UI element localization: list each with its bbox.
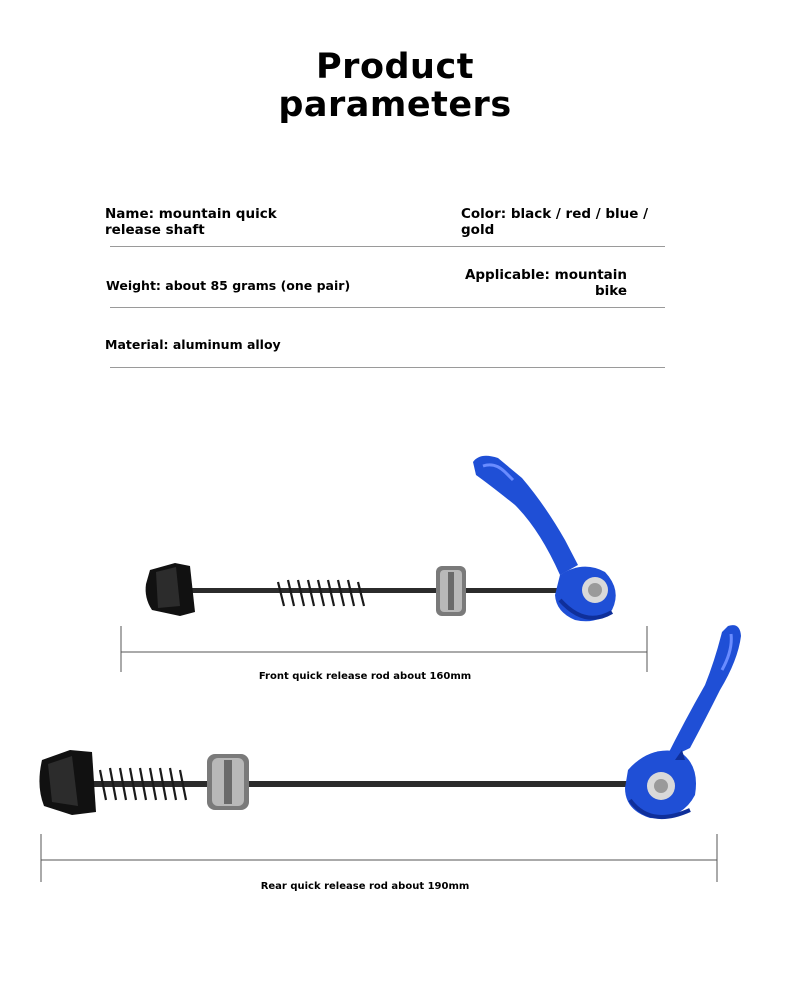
param-material: Material: aluminum alloy	[105, 337, 281, 352]
param-applicable: Applicable: mountain bike	[464, 267, 627, 299]
title-line-1: Product	[316, 47, 474, 87]
front-rod-caption: Front quick release rod about 160mm	[258, 671, 472, 682]
title-line-2: parameters	[278, 85, 512, 125]
rear-rod-caption: Rear quick release rod about 190mm	[260, 881, 470, 892]
param-name: Name: mountain quick release shaft	[105, 206, 277, 238]
param-weight: Weight: about 85 grams (one pair)	[106, 278, 351, 293]
param-color: Color: black / red / blue / gold	[461, 206, 649, 238]
